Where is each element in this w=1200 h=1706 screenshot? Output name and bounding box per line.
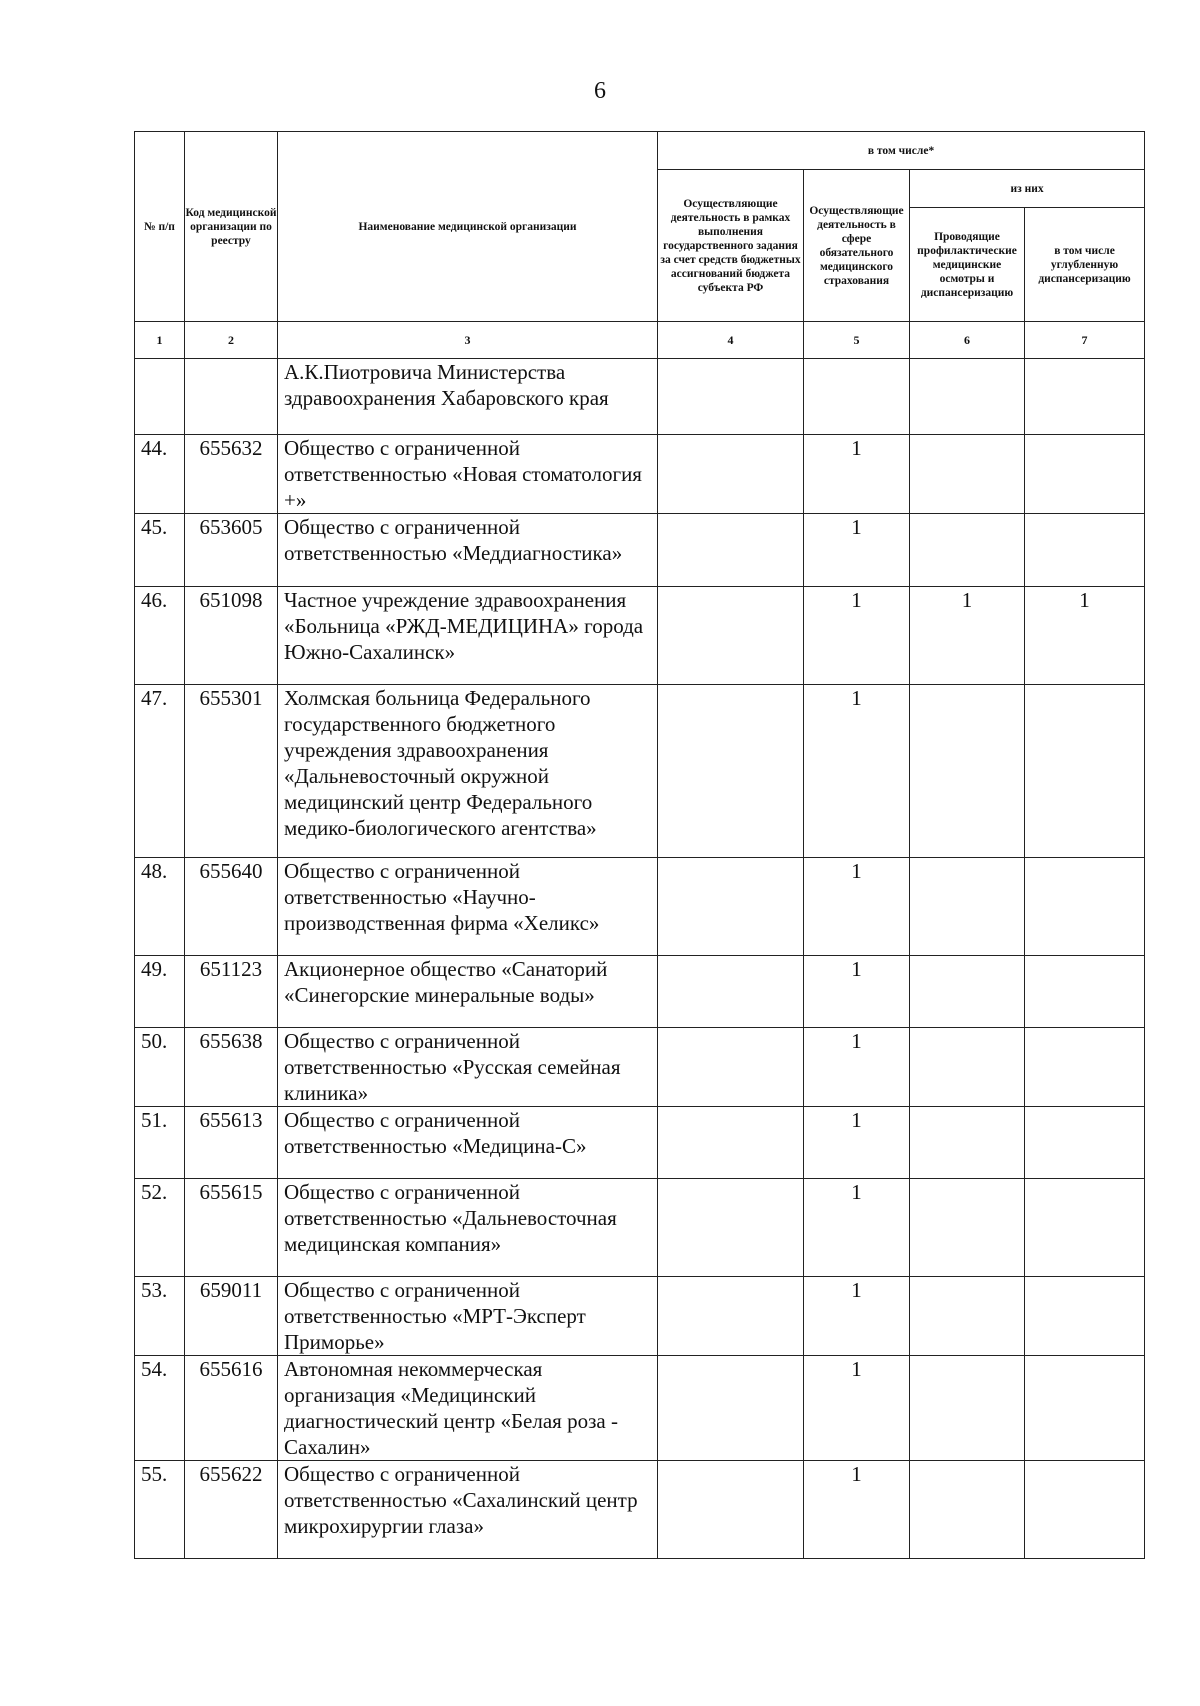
row-deep-flag [1025,956,1145,1028]
row-code: 655632 [185,435,278,514]
header-name: Наименование медицинской организации [278,132,658,322]
table-row [135,587,1145,685]
row-budget-flag [658,858,804,956]
row-number: 49. [135,956,185,1028]
row-budget-flag [658,1028,804,1107]
row-code [185,359,278,435]
row-deep-flag [1025,1461,1145,1559]
column-number: 2 [185,322,278,359]
table-row [135,956,1145,1028]
row-oms-flag: 1 [804,435,910,514]
row-number: 50. [135,1028,185,1107]
row-oms-flag: 1 [804,858,910,956]
row-oms-flag: 1 [804,1179,910,1277]
row-budget-flag [658,587,804,685]
row-oms-flag: 1 [804,956,910,1028]
header-num: № п/п [135,132,185,322]
row-code: 659011 [185,1277,278,1356]
row-oms-flag: 1 [804,1028,910,1107]
row-code: 651123 [185,956,278,1028]
row-budget-flag [658,435,804,514]
row-code: 655640 [185,858,278,956]
header-checkups: Проводящие профилактические медицинские осмотры и диспансеризацию [910,208,1025,322]
row-deep-flag [1025,1356,1145,1461]
row-number: 46. [135,587,185,685]
header-budget: Осуществляющие деятельность в рамках выполнения государственного задания за счет средств бюджетных ассигнований бюджета субъекта РФ [658,170,804,322]
row-deep-flag [1025,514,1145,587]
row-org-name: Холмская больница Федерального государственного бюджетного учреждения здравоохранения «Дальневосточный окружной медицинский центр Федерального медико-биологического агентства» [278,685,658,858]
row-org-name: Автономная некоммерческая организация «Медицинский диагностический центр «Белая роза - Сахалин» [278,1356,658,1461]
row-checkups-flag [910,514,1025,587]
column-number: 5 [804,322,910,359]
table-row [135,514,1145,587]
row-oms-flag: 1 [804,1461,910,1559]
row-deep-flag [1025,359,1145,435]
row-org-name: Акционерное общество «Санаторий «Синегорские минеральные воды» [278,956,658,1028]
header-deep-checkups: в том числе углубленную диспансеризацию [1025,208,1145,322]
row-code: 655638 [185,1028,278,1107]
row-org-name: Общество с ограниченной ответственностью «Новая стоматология +» [278,435,658,514]
row-checkups-flag [910,1179,1025,1277]
row-checkups-flag: 1 [910,587,1025,685]
row-code: 655615 [185,1179,278,1277]
table-row [135,359,1145,435]
column-number: 7 [1025,322,1145,359]
row-checkups-flag [910,359,1025,435]
column-numbers-row [135,322,1145,359]
row-oms-flag: 1 [804,587,910,685]
row-budget-flag [658,1277,804,1356]
row-checkups-flag [910,858,1025,956]
row-deep-flag: 1 [1025,587,1145,685]
medical-organizations-table [134,131,1145,1559]
row-number: 47. [135,685,185,858]
row-deep-flag [1025,435,1145,514]
table-row [135,435,1145,514]
row-deep-flag [1025,1028,1145,1107]
row-org-name: Частное учреждение здравоохранения «Больница «РЖД-МЕДИЦИНА» города Южно-Сахалинск» [278,587,658,685]
row-org-name: Общество с ограниченной ответственностью «Русская семейная клиника» [278,1028,658,1107]
row-code: 653605 [185,514,278,587]
row-deep-flag [1025,685,1145,858]
row-oms-flag: 1 [804,1107,910,1179]
column-number: 6 [910,322,1025,359]
row-checkups-flag [910,1461,1025,1559]
table-row [135,1356,1145,1461]
table-row [135,1461,1145,1559]
row-code: 655613 [185,1107,278,1179]
row-checkups-flag [910,1107,1025,1179]
row-oms-flag [804,359,910,435]
row-oms-flag: 1 [804,1356,910,1461]
header-oms: Осуществляющие деятельность в сфере обязательного медицинского страхования [804,170,910,322]
row-org-name: Общество с ограниченной ответственностью «Сахалинский центр микрохирургии глаза» [278,1461,658,1559]
row-oms-flag: 1 [804,1277,910,1356]
row-budget-flag [658,1461,804,1559]
row-oms-flag: 1 [804,685,910,858]
row-deep-flag [1025,1107,1145,1179]
column-number: 3 [278,322,658,359]
table-row [135,1107,1145,1179]
row-checkups-flag [910,956,1025,1028]
row-number: 54. [135,1356,185,1461]
row-deep-flag [1025,858,1145,956]
row-org-name: А.К.Пиотровича Министерства здравоохранения Хабаровского края [278,359,658,435]
row-code: 655301 [185,685,278,858]
row-code: 655616 [185,1356,278,1461]
row-org-name: Общество с ограниченной ответственностью «Дальневосточная медицинская компания» [278,1179,658,1277]
row-checkups-flag [910,685,1025,858]
row-checkups-flag [910,1277,1025,1356]
row-number: 51. [135,1107,185,1179]
row-budget-flag [658,1179,804,1277]
row-number: 44. [135,435,185,514]
row-org-name: Общество с ограниченной ответственностью «Научно-производственная фирма «Хеликс» [278,858,658,956]
table-row [135,1028,1145,1107]
row-org-name: Общество с ограниченной ответственностью «Медицина-С» [278,1107,658,1179]
row-budget-flag [658,514,804,587]
row-deep-flag [1025,1277,1145,1356]
page-number: 6 [594,78,606,104]
row-number: 53. [135,1277,185,1356]
table-row [135,1277,1145,1356]
row-budget-flag [658,956,804,1028]
row-budget-flag [658,359,804,435]
table-row [135,858,1145,956]
row-checkups-flag [910,435,1025,514]
row-checkups-flag [910,1028,1025,1107]
row-budget-flag [658,1356,804,1461]
row-deep-flag [1025,1179,1145,1277]
row-number: 48. [135,858,185,956]
row-budget-flag [658,685,804,858]
column-number: 1 [135,322,185,359]
header-group-of-them: из них [910,170,1145,208]
row-code: 655622 [185,1461,278,1559]
row-checkups-flag [910,1356,1025,1461]
row-number: 55. [135,1461,185,1559]
row-org-name: Общество с ограниченной ответственностью «Меддиагностика» [278,514,658,587]
row-number [135,359,185,435]
header-group-including: в том числе* [658,132,1145,170]
row-org-name: Общество с ограниченной ответственностью «МРТ-Эксперт Приморье» [278,1277,658,1356]
row-number: 52. [135,1179,185,1277]
row-code: 651098 [185,587,278,685]
row-oms-flag: 1 [804,514,910,587]
header-code: Код медицинской организации по реестру [185,132,278,322]
row-number: 45. [135,514,185,587]
table-row [135,1179,1145,1277]
row-budget-flag [658,1107,804,1179]
table-row [135,685,1145,858]
column-number: 4 [658,322,804,359]
